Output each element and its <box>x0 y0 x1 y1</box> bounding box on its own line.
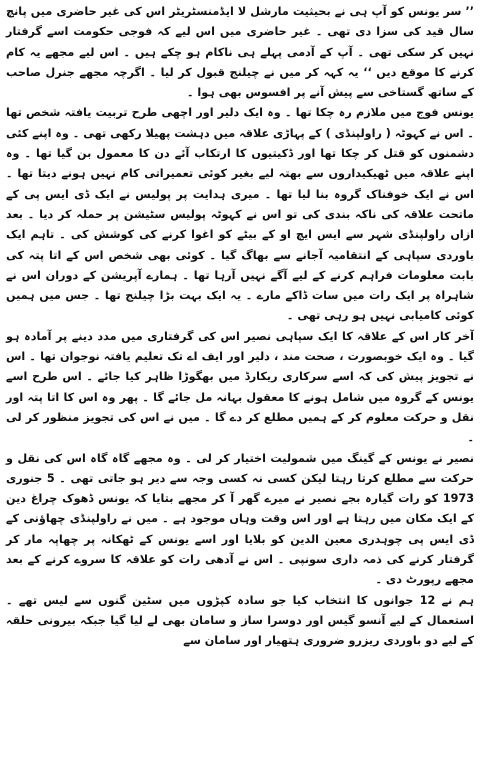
paragraph-4: نصیر نے یونس کے گینگ میں شمولیت اختیار کر لی ۔ وہ مجھے گاہ گاہ اس کی نقل و حرکت سے مطلع کرتا رہتا لیکن کسی نہ کسی وجہ سے دیر ہو جاتی تھی ۔ 5 جنوری 1973 کو رات گیارہ بجے نصیر نے میرے گھر آ کر مجھے بتایا کہ یونس ڈھوک چراغ دین کے ایک مکان میں رہتا ہے اور اس وقت وہاں موجود ہے ۔ میں نے راولپنڈی چھاؤنی کے ڈی ایس پی چوہدری معین الدین کو بلایا اور اسے یونس کے ٹھکانہ پر چھاپہ مار کر گرفتار کرنے کی ذمہ داری سونپی ۔ اس نے آدھی رات کو علاقہ کا سروے کرنے کے بعد مجھے رپورٹ دی ۔ <box>6 451 474 587</box>
paragraph-2: یونس فوج میں ملازم رہ چکا تھا ۔ وہ ایک دلیر اور اچھی طرح تربیت یافتہ شخص تھا ۔ اس نے کہوٹہ ( راولپنڈی ) کے پہاڑی علاقہ میں دہشت پھیلا رکھی تھی ۔ وہ اپنے کئی دشمنوں کو قتل کر چکا تھا اور ڈکیتیوں کا ارتکاب آئے دن کا معمول بن گیا تھا ۔ وہ اپنے علاقہ میں ٹھیکیداروں سے بھتہ لیے بغیر کوئی تعمیراتی کام نہیں ہونے دیتا تھا ۔ اس نے ایک خوفناک گروہ بنا لیا تھا ۔ میری ہدایت پر پولیس نے ایک ڈی ایس پی کے ماتحت علاقہ کی ناکہ بندی کی تو اس نے کہوٹہ پولیس سٹیشن پر حملہ کر دیا ۔ بعد ازاں راولپنڈی شہر سے ایس ایچ او کے بیٹے کو اغوا کرنے کی کوشش کی ۔ تاہم ایک باوردی سپاہی کے انتقامیہ آجانے سے بھاگ گیا ۔ کوئی بھی شخص اس کے اتا پتہ کی بابت معلومات فراہم کرنے کے لیے آگے نہیں آرہا تھا ۔ ہمارے آپریشن کے دوران اس نے شاہراہ پر ایک رات میں سات ڈاکے مارے ۔ یہ ایک بہت بڑا چیلنج تھا ۔ جس میں ہمیں کوئی کامیابی نہیں ہو رہی تھی ۔ <box>6 106 474 323</box>
paragraph-5: ہم نے 12 جوانوں کا انتخاب کیا جو سادہ کپڑوں میں سٹین گنوں سے لیس تھے ۔ استعمال کے لیے آنسو گیس اور دوسرا ساز و سامان بھی لے لیا گیا جبکہ بیرونی حلقہ کے لیے دو باوردی ریزرو ضروری ہتھیار اور سامان سے <box>6 593 475 648</box>
paragraph-3: آخر کار اس کے علاقہ کا ایک سپاہی نصیر اس کی گرفتاری میں مدد دینے پر آمادہ ہو گیا ۔ وہ ایک خوبصورت ، صحت مند ، دلیر اور ایف اے تک تعلیم یافتہ نوجوان تھا ۔ اس نے تجویز پیش کی کہ اسے سرکاری ریکارڈ میں بھگوڑا ظاہر کیا جائے ۔ اس طرح اسے یونس کے گروہ میں شامل ہونے کا معقول بہانہ مل جائے گا ۔ پھر وہ اس کا اتا پتہ اور نقل و حرکت معلوم کر کے ہمیں مطلع کر دے گا ۔ میں نے اس کی تجویز منظور کر لی ۔ <box>6 329 474 445</box>
paragraph-1: ’’ سر یونس کو آپ ہی نے بحیثیت مارشل لا ایڈمنسٹریٹر اس کی غیر حاضری میں پانچ سال قید کی سزا دی تھی ۔ غیر حاضری میں اس لیے کہ فوجی حکومت اسے گرفتار نہیں کر سکی تھی ۔ آپ کے آدمی پہلے ہی ناکام ہو چکے ہیں ۔ اس لیے مجھے یہ کام کرنے کا موقع دیں ‘‘ یہ کہہ کر میں نے چیلنج قبول کر لیا ۔ اگرچہ مجھے جنرل صاحب کے ساتھ گستاخی سے پیش آنے پر افسوس بھی ہوا ۔ <box>6 5 474 100</box>
